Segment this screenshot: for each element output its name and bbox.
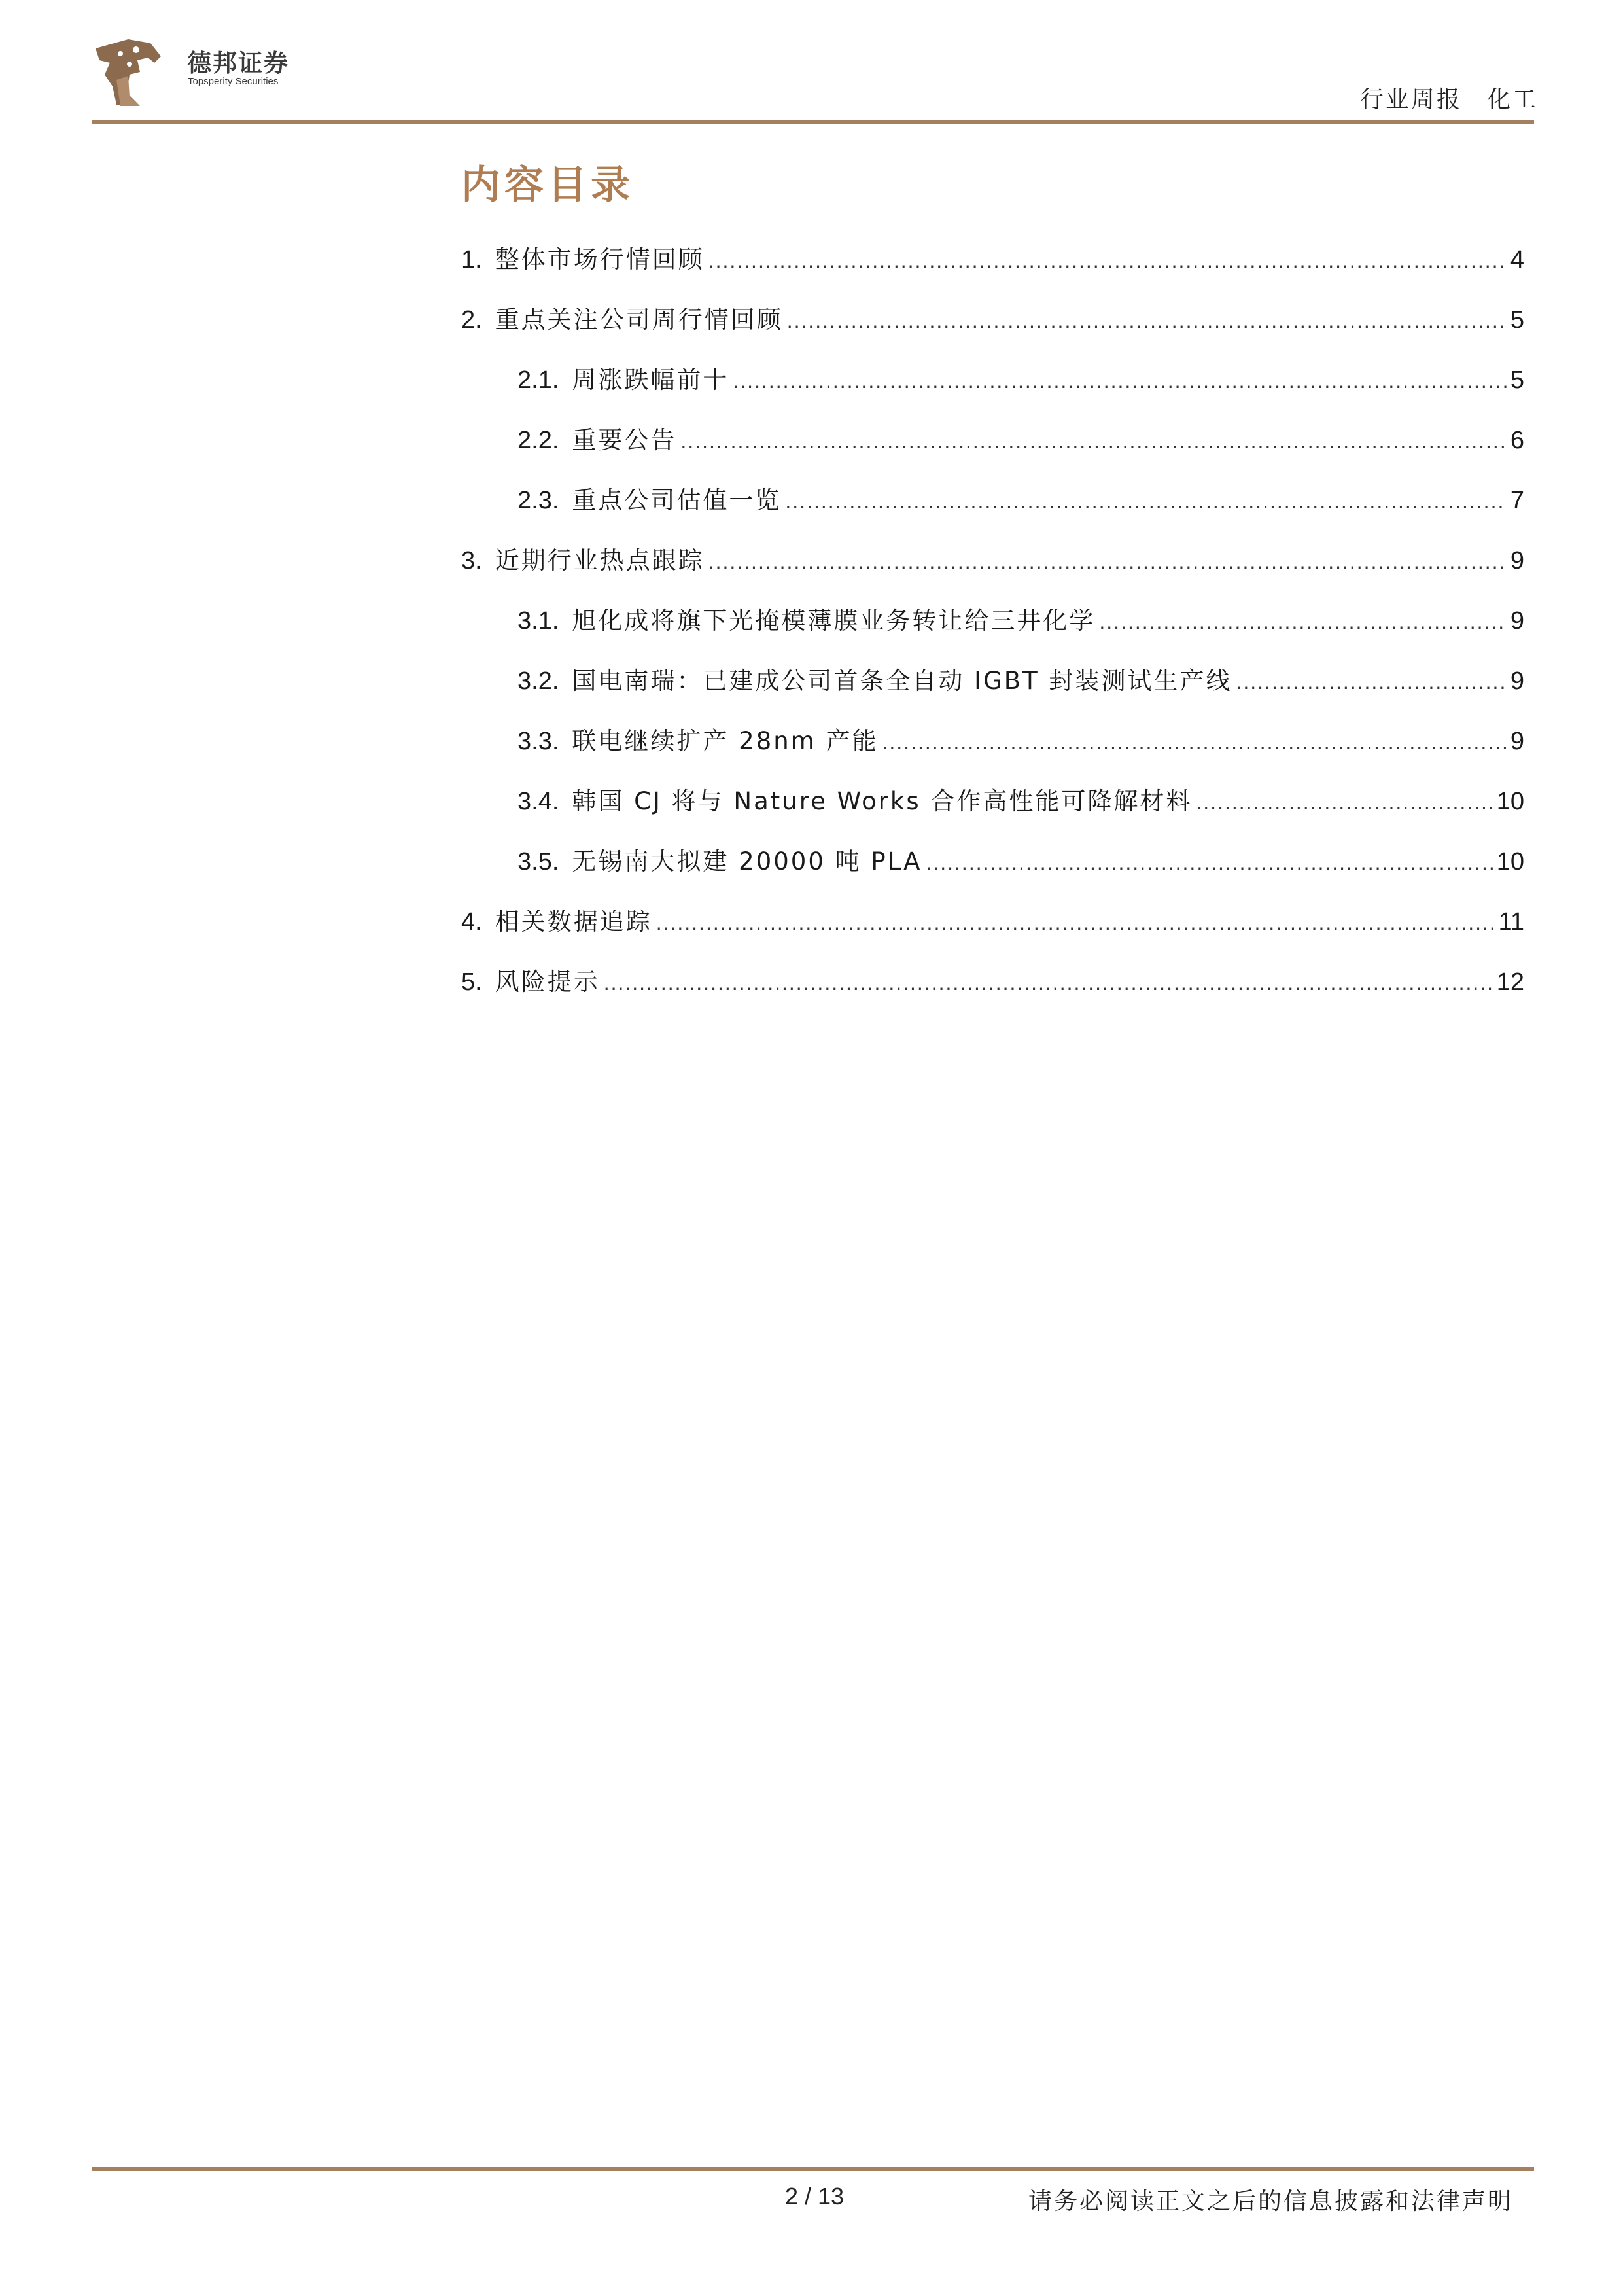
toc-entry[interactable]	[461, 966, 1524, 1026]
toc-entry-title: 国电南瑞：已建成公司首条全自动 IGBT 封装测试生产线	[572, 667, 1232, 695]
toc-entry-number: 1.	[461, 246, 482, 274]
toc-dot-leader	[708, 244, 1507, 277]
toc-entry[interactable]	[461, 845, 1524, 906]
toc-entry[interactable]	[461, 243, 1524, 304]
toc-entry[interactable]	[461, 785, 1524, 845]
toc-dot-leader	[680, 425, 1506, 457]
header-divider	[92, 120, 1534, 124]
toc-entry-title: 相关数据追踪	[495, 908, 652, 936]
toc-entry-page: 10	[1496, 848, 1524, 875]
toc-entry-title: 近期行业热点跟踪	[495, 546, 705, 574]
toc-entry[interactable]	[461, 544, 1524, 605]
toc-entry[interactable]	[461, 605, 1524, 665]
toc-entry-number: 5.	[461, 968, 482, 996]
toc-dot-leader	[1099, 605, 1506, 638]
toc-entry[interactable]	[461, 424, 1524, 484]
report-category	[1360, 81, 1538, 115]
footer-disclaimer: 请务必阅读正文之后的信息披露和法律声明	[1028, 2188, 1513, 2215]
brand-name-cn: 德邦证券	[187, 49, 289, 77]
toc-entry[interactable]	[461, 725, 1524, 785]
toc-entry-number: 2.1.	[517, 366, 559, 394]
toc-entry-number: 2.2.	[517, 427, 559, 454]
report-type: 行业周报	[1359, 86, 1462, 113]
toc-entry-number: 4.	[461, 908, 482, 936]
toc-entry-page: 5	[1510, 306, 1524, 334]
toc-dot-leader	[604, 966, 1493, 999]
toc-entry[interactable]	[461, 304, 1524, 364]
toc-entry-page: 9	[1510, 607, 1524, 635]
toc-entry-number: 3.	[461, 547, 482, 574]
toc-entry-number: 3.2.	[517, 667, 559, 695]
toc-entry-page: 9	[1510, 667, 1524, 695]
toc-entry-page: 7	[1510, 487, 1524, 514]
toc-title: 内容目录	[461, 162, 634, 208]
toc-list	[461, 243, 1524, 1026]
toc-dot-leader	[787, 304, 1507, 337]
toc-entry-title: 风险提示	[495, 968, 600, 996]
toc-entry[interactable]	[461, 364, 1524, 424]
toc-entry-number: 2.	[461, 306, 482, 334]
toc-dot-leader	[733, 364, 1506, 397]
toc-entry-number: 3.3.	[517, 728, 559, 755]
toc-dot-leader	[708, 545, 1507, 578]
toc-entry-title: 整体市场行情回顾	[495, 245, 705, 274]
toc-dot-leader	[785, 485, 1506, 518]
page-indicator: 2 / 13	[785, 2183, 845, 2210]
toc-dot-leader	[656, 906, 1495, 939]
toc-entry-page: 9	[1510, 728, 1524, 755]
toc-entry-page: 6	[1510, 427, 1524, 454]
brand-name-en: Topsperity Securities	[188, 76, 279, 87]
toc-entry-title: 联电继续扩产 28nm 产能	[572, 727, 879, 755]
toc-entry-page: 4	[1510, 246, 1524, 274]
toc-entry-page: 9	[1510, 547, 1524, 574]
logo-mark-icon	[90, 34, 169, 111]
toc-entry-number: 3.4.	[517, 788, 559, 815]
company-logo	[90, 34, 306, 113]
footer-divider	[92, 2167, 1534, 2171]
toc-entry-title: 周涨跌幅前十	[572, 366, 729, 394]
toc-entry-number: 2.3.	[517, 487, 559, 514]
toc-entry-title: 旭化成将旗下光掩模薄膜业务转让给三井化学	[572, 607, 1096, 635]
toc-entry-title: 重点关注公司周行情回顾	[495, 306, 783, 334]
toc-entry-title: 重要公告	[572, 426, 677, 454]
toc-entry-number: 3.1.	[517, 607, 559, 635]
toc-entry-title: 无锡南大拟建 20000 吨 PLA	[572, 847, 922, 875]
toc-dot-leader	[1196, 786, 1492, 819]
toc-entry-page: 5	[1510, 366, 1524, 394]
toc-entry[interactable]	[461, 484, 1524, 544]
toc-dot-leader	[926, 846, 1492, 879]
toc-entry[interactable]	[461, 906, 1524, 966]
toc-entry[interactable]	[461, 665, 1524, 725]
toc-entry-page: 10	[1496, 788, 1524, 815]
toc-entry-number: 3.5.	[517, 848, 559, 875]
toc-dot-leader	[1236, 665, 1506, 698]
toc-entry-title: 韩国 CJ 将与 Nature Works 合作高性能可降解材料	[572, 787, 1193, 815]
toc-entry-page: 12	[1496, 968, 1524, 996]
toc-entry-page: 11	[1498, 908, 1524, 936]
industry-label: 化工	[1486, 86, 1538, 113]
toc-entry-title: 重点公司估值一览	[572, 486, 782, 514]
toc-dot-leader	[882, 726, 1507, 758]
